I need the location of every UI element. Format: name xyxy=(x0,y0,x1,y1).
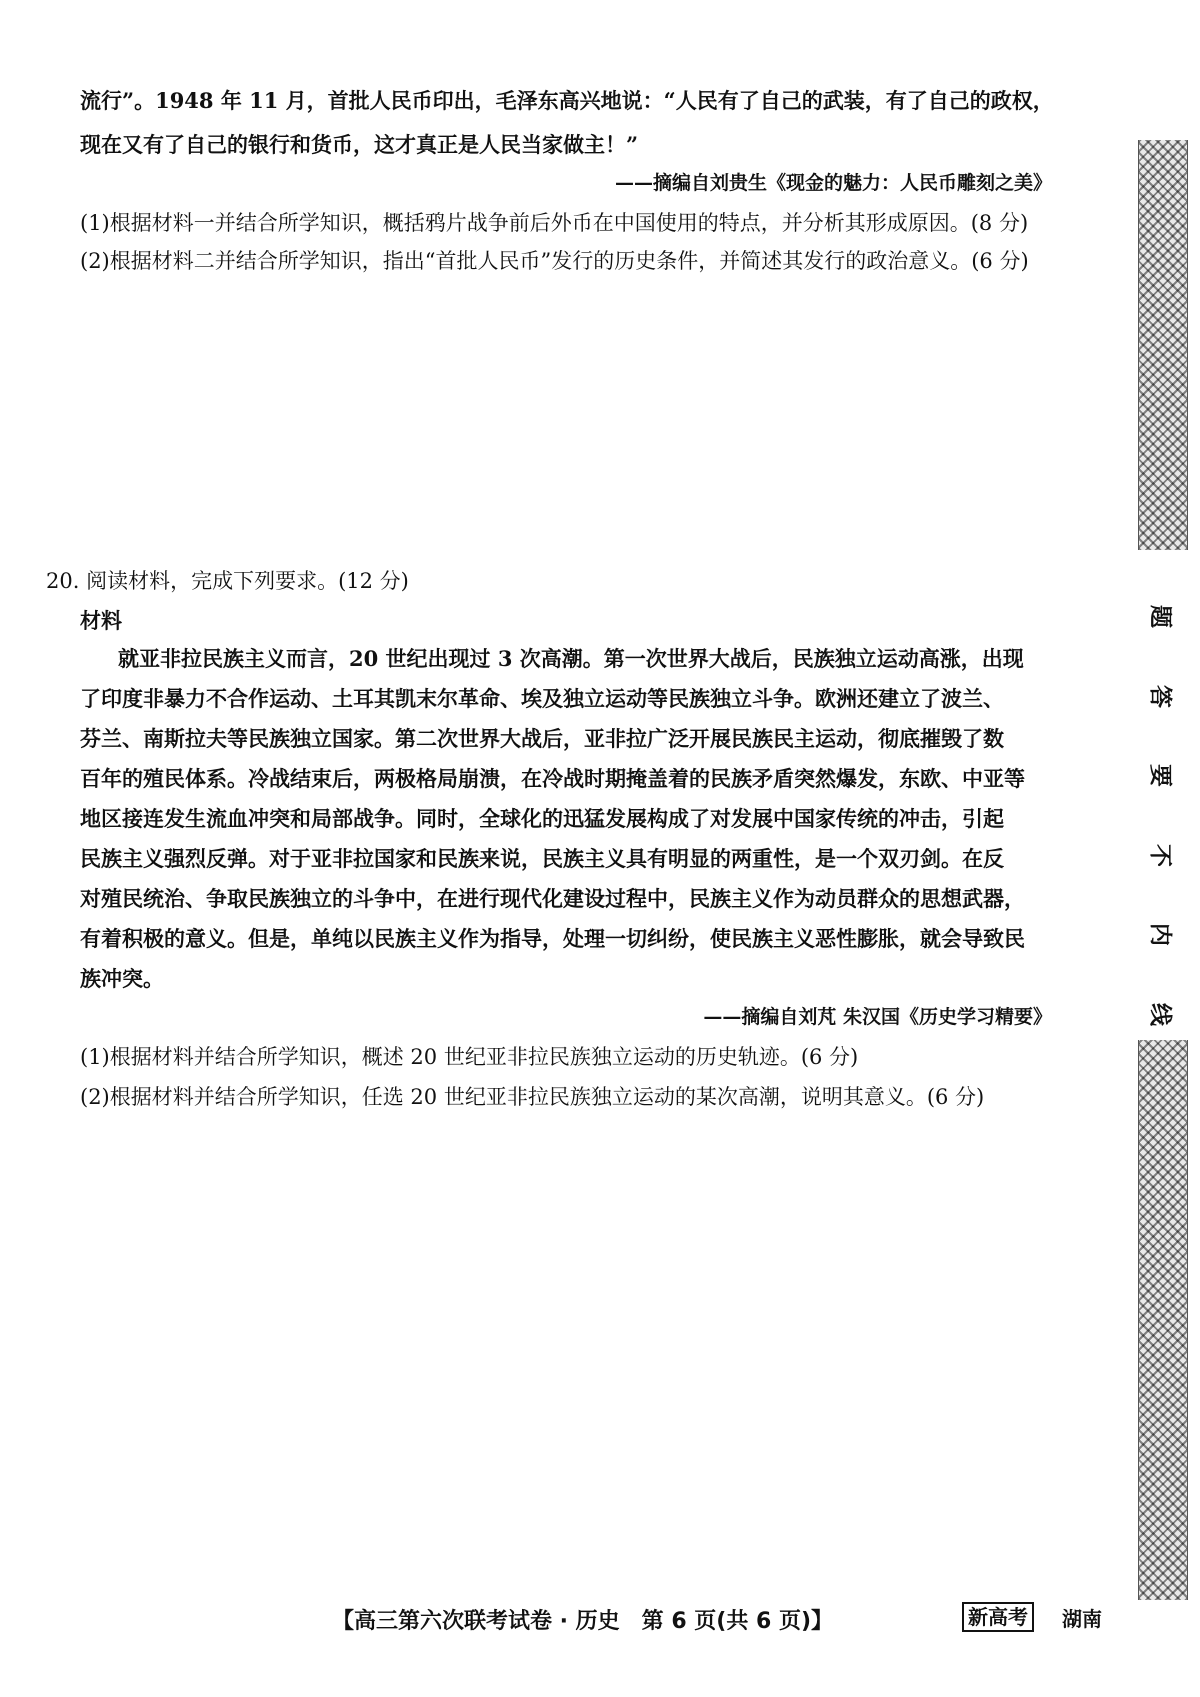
paragraph-line: 民族主义强烈反弹。对于亚非拉国家和民族来说，民族主义具有明显的两重性，是一个双刃剑。在反 xyxy=(80,846,1004,871)
binding-strip xyxy=(1138,140,1186,1610)
seal-char: 题 xyxy=(1146,605,1173,628)
binding-pattern-bottom xyxy=(1138,1040,1188,1600)
paragraph-line: 芬兰、南斯拉夫等民族独立国家。第二次世界大战后，亚非拉广泛开展民族民主运动，彻底摧毁了数 xyxy=(80,726,1004,751)
paragraph-line: 就亚非拉民族主义而言，20 世纪出现过 3 次高潮。第一次世界大战后，民族独立运动高涨，出现 xyxy=(118,646,1024,671)
seal-char: 答 xyxy=(1146,684,1173,708)
question-heading: 20. 阅读材料，完成下列要求。(12 分) xyxy=(46,569,409,593)
paragraph-line: 有着积极的意义。但是，单纯以民族主义作为指导，处理一切纠纷，使民族主义恶性膨胀，就会导致民 xyxy=(80,926,1025,951)
paragraph-line: 对殖民统治、争取民族独立的斗争中，在进行现代化建设过程中，民族主义作为动员群众的思想武器， xyxy=(80,886,1025,911)
seal-char: 不 xyxy=(1146,843,1173,867)
material-label: 材料 xyxy=(80,608,122,633)
seal-char: 要 xyxy=(1146,764,1173,788)
question-item: (2)根据材料二并结合所学知识，指出“首批人民币”发行的历史条件，并简述其发行的政治意义。(6 分) xyxy=(80,249,1029,273)
binding-pattern-top xyxy=(1138,140,1188,550)
source-citation: ——摘编自刘贵生《现金的魅力：人民币雕刻之美》 xyxy=(614,172,1052,194)
paragraph-line: 了印度非暴力不合作运动、土耳其凯末尔革命、埃及独立运动等民族独立斗争。欧洲还建立了波兰、 xyxy=(80,686,1004,711)
seal-char: 内 xyxy=(1146,923,1173,947)
footer-title: 【高三第六次联考试卷 · 历史 第 6 页(共 6 页)】 xyxy=(332,1609,834,1634)
source-citation: ——摘编自刘芃 朱汉国《历史学习精要》 xyxy=(703,1006,1052,1028)
passage-line: 现在又有了自己的银行和货币，这才真正是人民当家做主！” xyxy=(80,132,639,157)
paragraph-line: 族冲突。 xyxy=(80,966,164,991)
brand-badge: 新高考 xyxy=(962,1602,1034,1632)
brand-region: 湖南 xyxy=(1062,1607,1102,1631)
seal-char: 线 xyxy=(1146,1002,1173,1026)
paragraph-line: 地区接连发生流血冲突和局部战争。同时，全球化的迅猛发展构成了对发展中国家传统的冲击，引起 xyxy=(80,806,1004,831)
passage-line: 流行”。1948 年 11 月，首批人民币印出，毛泽东高兴地说：“人民有了自己的武装，有了自己的政权， xyxy=(80,88,1054,113)
paragraph-line: 百年的殖民体系。冷战结束后，两极格局崩溃，在冷战时期掩盖着的民族矛盾突然爆发，东欧、中亚等 xyxy=(80,766,1025,791)
question-item: (1)根据材料并结合所学知识，概述 20 世纪亚非拉民族独立运动的历史轨迹。(6 分) xyxy=(80,1045,859,1069)
question-item: (2)根据材料并结合所学知识，任选 20 世纪亚非拉民族独立运动的某次高潮，说明其意义。(6 分) xyxy=(80,1085,985,1109)
question-item: (1)根据材料一并结合所学知识，概括鸦片战争前后外币在中国使用的特点，并分析其形成原因。(8 分) xyxy=(80,211,1029,235)
